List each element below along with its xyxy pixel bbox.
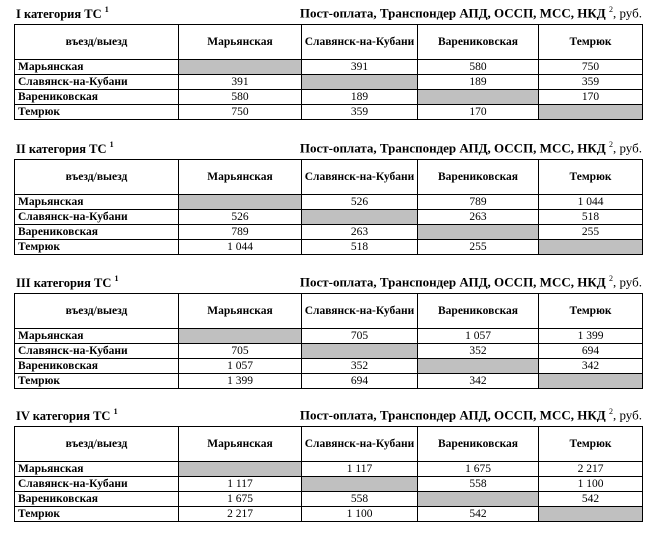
price-cell: 170 [418, 105, 539, 120]
row-label: Славянск-на-Кубани [15, 477, 179, 492]
row-label: Варениковская [15, 90, 179, 105]
price-cell: 1 117 [179, 477, 302, 492]
price-cell: 391 [302, 60, 418, 75]
empty-diagonal-cell [302, 477, 418, 492]
category-label: I категория ТС [16, 7, 102, 22]
tariff-title [300, 274, 642, 290]
tariff-label: Пост-оплата, Транспондер АПД, ОССП, МСС, НКД [299, 140, 606, 156]
tariff-title [300, 5, 642, 21]
empty-diagonal-cell [539, 105, 643, 120]
price-cell: 1 399 [539, 329, 643, 344]
tariff-unit: , руб. [612, 274, 642, 290]
price-cell: 359 [539, 75, 643, 90]
category-label: IV категория ТС [16, 409, 111, 424]
table-header-row [15, 294, 643, 329]
tariff-unit: , руб. [612, 5, 642, 21]
row-label: Марьянская [15, 195, 179, 210]
category-title [16, 408, 118, 424]
price-cell: 170 [539, 90, 643, 105]
price-cell: 558 [418, 477, 539, 492]
row-label: Темрюк [15, 507, 179, 522]
column-header: Марьянская [179, 427, 302, 462]
column-header: Варениковская [418, 294, 539, 329]
category-title [16, 141, 114, 157]
tariff-block [14, 4, 642, 120]
row-label: Варениковская [15, 492, 179, 507]
price-cell: 580 [179, 90, 302, 105]
tariff-block [14, 139, 642, 255]
category-footnote-mark: 1 [109, 140, 114, 149]
table-row [15, 507, 643, 522]
column-header: Варениковская [418, 160, 539, 195]
price-cell: 255 [418, 240, 539, 255]
empty-diagonal-cell [418, 90, 539, 105]
table-row [15, 462, 643, 477]
empty-diagonal-cell [179, 60, 302, 75]
table-row [15, 105, 643, 120]
tariff-unit: , руб. [612, 140, 642, 156]
category-footnote-mark: 1 [104, 5, 109, 14]
table-row [15, 329, 643, 344]
category-footnote-mark: 1 [113, 407, 118, 416]
price-cell: 694 [302, 374, 418, 389]
table-row [15, 359, 643, 374]
tariff-title [300, 407, 642, 423]
category-title [16, 275, 119, 291]
row-label: Марьянская [15, 329, 179, 344]
table-header-row [15, 25, 643, 60]
price-cell: 342 [539, 359, 643, 374]
row-label: Славянск-на-Кубани [15, 344, 179, 359]
tariff-label: Пост-оплата, Транспондер АПД, ОССП, МСС, НКД [299, 407, 606, 423]
price-cell: 526 [302, 195, 418, 210]
price-cell: 359 [302, 105, 418, 120]
price-cell: 705 [302, 329, 418, 344]
empty-diagonal-cell [302, 210, 418, 225]
category-label: III категория ТС [16, 276, 112, 291]
empty-diagonal-cell [418, 225, 539, 240]
table-header-row [15, 427, 643, 462]
tariff-footnote-mark: 2 [608, 274, 613, 283]
corner-header: въезд/выезд [15, 25, 179, 60]
empty-diagonal-cell [539, 374, 643, 389]
table-row [15, 90, 643, 105]
price-cell: 1 100 [539, 477, 643, 492]
row-label: Темрюк [15, 374, 179, 389]
category-footnote-mark: 1 [114, 274, 119, 283]
row-label: Темрюк [15, 105, 179, 120]
table-row [15, 75, 643, 90]
tariff-block [14, 273, 642, 389]
price-cell: 750 [179, 105, 302, 120]
empty-diagonal-cell [539, 240, 643, 255]
price-cell: 189 [418, 75, 539, 90]
tariff-unit: , руб. [612, 407, 642, 423]
tariff-footnote-mark: 2 [608, 407, 613, 416]
price-cell: 2 217 [539, 462, 643, 477]
price-cell: 789 [418, 195, 539, 210]
price-cell: 705 [179, 344, 302, 359]
price-cell: 263 [302, 225, 418, 240]
price-cell: 1 100 [302, 507, 418, 522]
row-label: Марьянская [15, 60, 179, 75]
price-cell: 1 057 [418, 329, 539, 344]
tariff-label: Пост-оплата, Транспондер АПД, ОССП, МСС, НКД [299, 5, 606, 21]
block-header [14, 4, 642, 24]
empty-diagonal-cell [179, 195, 302, 210]
price-cell: 1 057 [179, 359, 302, 374]
price-cell: 526 [179, 210, 302, 225]
price-cell: 542 [539, 492, 643, 507]
price-cell: 2 217 [179, 507, 302, 522]
table-row [15, 195, 643, 210]
table-row [15, 210, 643, 225]
table-row [15, 225, 643, 240]
empty-diagonal-cell [539, 507, 643, 522]
price-cell: 1 117 [302, 462, 418, 477]
table-row [15, 477, 643, 492]
column-header: Темрюк [539, 427, 643, 462]
tariff-table [14, 24, 643, 120]
price-cell: 1 044 [179, 240, 302, 255]
empty-diagonal-cell [418, 359, 539, 374]
column-header: Варениковская [418, 427, 539, 462]
price-cell: 342 [418, 374, 539, 389]
empty-diagonal-cell [302, 344, 418, 359]
empty-diagonal-cell [302, 75, 418, 90]
table-row [15, 344, 643, 359]
column-header: Славянск-на-Кубани [302, 427, 418, 462]
tariff-block [14, 406, 642, 522]
tariff-footnote-mark: 2 [608, 140, 613, 149]
price-cell: 391 [179, 75, 302, 90]
tariff-table [14, 293, 643, 389]
table-header-row [15, 160, 643, 195]
column-header: Марьянская [179, 294, 302, 329]
corner-header: въезд/выезд [15, 160, 179, 195]
tariff-label: Пост-оплата, Транспондер АПД, ОССП, МСС, НКД [299, 274, 606, 290]
table-row [15, 240, 643, 255]
block-header [14, 406, 642, 426]
price-cell: 263 [418, 210, 539, 225]
category-label: II категория ТС [16, 142, 107, 157]
price-cell: 352 [302, 359, 418, 374]
column-header: Славянск-на-Кубани [302, 25, 418, 60]
column-header: Славянск-на-Кубани [302, 294, 418, 329]
corner-header: въезд/выезд [15, 294, 179, 329]
corner-header: въезд/выезд [15, 427, 179, 462]
price-cell: 1 675 [418, 462, 539, 477]
price-cell: 694 [539, 344, 643, 359]
empty-diagonal-cell [179, 462, 302, 477]
price-cell: 750 [539, 60, 643, 75]
row-label: Варениковская [15, 225, 179, 240]
category-title [16, 6, 109, 22]
tariff-title [300, 140, 642, 156]
price-cell: 189 [302, 90, 418, 105]
block-header [14, 139, 642, 159]
price-cell: 1 399 [179, 374, 302, 389]
empty-diagonal-cell [418, 492, 539, 507]
price-cell: 558 [302, 492, 418, 507]
block-header [14, 273, 642, 293]
price-cell: 255 [539, 225, 643, 240]
row-label: Варениковская [15, 359, 179, 374]
column-header: Темрюк [539, 294, 643, 329]
row-label: Темрюк [15, 240, 179, 255]
table-row [15, 374, 643, 389]
column-header: Славянск-на-Кубани [302, 160, 418, 195]
price-cell: 352 [418, 344, 539, 359]
row-label: Марьянская [15, 462, 179, 477]
price-cell: 518 [539, 210, 643, 225]
price-cell: 580 [418, 60, 539, 75]
price-cell: 518 [302, 240, 418, 255]
tariff-table [14, 159, 643, 255]
column-header: Марьянская [179, 160, 302, 195]
column-header: Варениковская [418, 25, 539, 60]
row-label: Славянск-на-Кубани [15, 210, 179, 225]
row-label: Славянск-на-Кубани [15, 75, 179, 90]
column-header: Темрюк [539, 160, 643, 195]
tariff-table [14, 426, 643, 522]
table-row [15, 492, 643, 507]
price-cell: 789 [179, 225, 302, 240]
column-header: Темрюк [539, 25, 643, 60]
tariff-footnote-mark: 2 [608, 5, 613, 14]
column-header: Марьянская [179, 25, 302, 60]
empty-diagonal-cell [179, 329, 302, 344]
price-cell: 542 [418, 507, 539, 522]
price-cell: 1 044 [539, 195, 643, 210]
price-cell: 1 675 [179, 492, 302, 507]
table-row [15, 60, 643, 75]
